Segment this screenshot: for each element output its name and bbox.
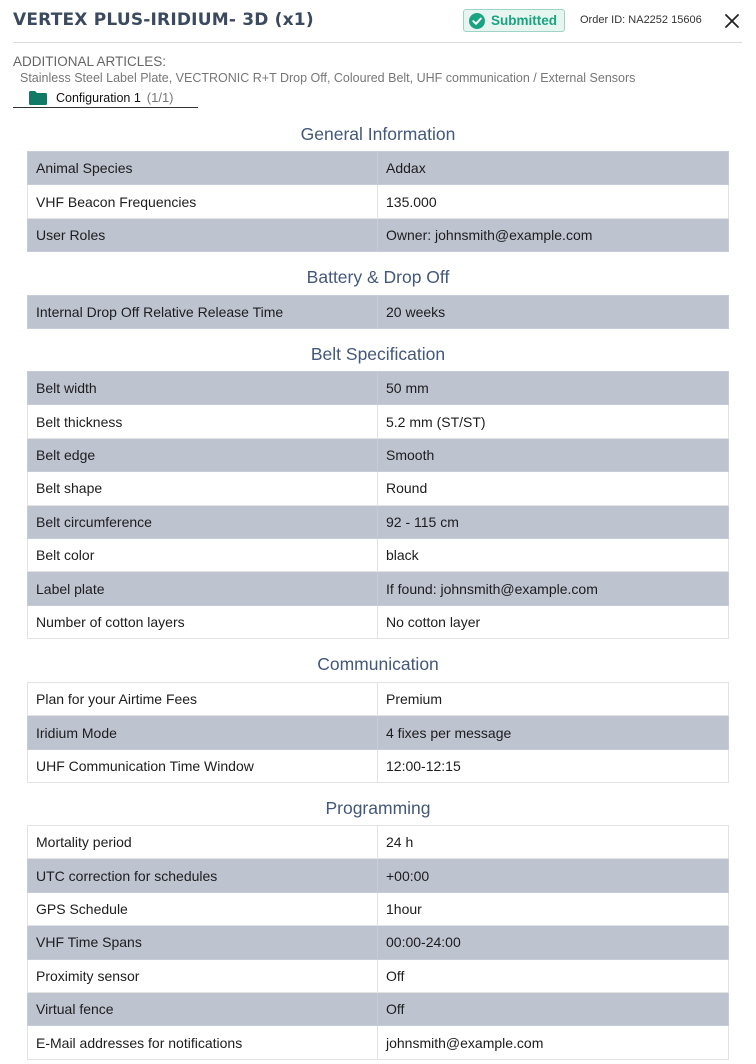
row-value: 4 fixes per message: [378, 716, 729, 749]
belt-specification-table: [27, 371, 729, 639]
section-title-programming: Programming: [325, 798, 431, 818]
product-title: VERTEX PLUS-IRIDIUM- 3D (x1): [13, 10, 314, 30]
section-title-battery-drop-off: Battery & Drop Off: [306, 267, 450, 287]
row-label: Mortality period: [28, 826, 378, 859]
table-row: [28, 438, 729, 471]
check-circle-icon: [469, 13, 485, 29]
row-value: If found: johnsmith@example.com: [378, 572, 729, 605]
table-row: [28, 959, 729, 992]
battery-drop-off-table: [27, 295, 729, 329]
table-row: [28, 505, 729, 538]
row-label: E-Mail addresses for notifications: [28, 1026, 378, 1059]
table-row: [28, 716, 729, 749]
table-row: [28, 1026, 729, 1059]
row-value: Addax: [378, 152, 729, 185]
table-row: [28, 892, 729, 925]
row-label: Belt thickness: [28, 405, 378, 438]
row-label: VHF Beacon Frequencies: [28, 185, 378, 218]
row-value: 1hour: [378, 892, 729, 925]
row-value: 12:00-12:15: [378, 749, 729, 782]
row-value: 00:00-24:00: [378, 926, 729, 959]
table-row: [28, 152, 729, 185]
row-label: Iridium Mode: [28, 716, 378, 749]
table-row: [28, 926, 729, 959]
row-label: User Roles: [28, 218, 378, 251]
row-label: Plan for your Airtime Fees: [28, 683, 378, 716]
dialog-header: [0, 0, 756, 44]
table-row: [28, 372, 729, 405]
section-title-communication: Communication: [317, 654, 439, 674]
table-row: [28, 538, 729, 571]
table-row: [28, 749, 729, 782]
header-divider: [13, 42, 742, 43]
table-row: [28, 572, 729, 605]
row-value: +00:00: [378, 859, 729, 892]
row-label: Internal Drop Off Relative Release Time: [28, 296, 378, 329]
section-title-general-information: General Information: [300, 124, 456, 144]
row-value: Round: [378, 472, 729, 505]
row-label: Belt color: [28, 538, 378, 571]
row-label: Belt circumference: [28, 505, 378, 538]
row-label: Animal Species: [28, 152, 378, 185]
row-value: No cotton layer: [378, 605, 729, 638]
status-label: Submitted: [491, 13, 557, 28]
table-row: [28, 405, 729, 438]
table-row: [28, 218, 729, 251]
row-label: Virtual fence: [28, 992, 378, 1025]
row-label: Belt edge: [28, 438, 378, 471]
status-badge: [463, 9, 565, 32]
folder-icon: [29, 91, 47, 105]
programming-table: [27, 825, 729, 1060]
row-label: GPS Schedule: [28, 892, 378, 925]
additional-articles-list: Stainless Steel Label Plate, VECTRONIC R+T Drop Off, Coloured Belt, UHF communication / External Sensors: [20, 71, 636, 85]
section-title-belt-specification: Belt Specification: [310, 344, 446, 364]
configuration-label: Configuration 1: [56, 90, 141, 105]
row-value: 50 mm: [378, 372, 729, 405]
row-value: Owner: johnsmith@example.com: [378, 218, 729, 251]
row-label: Label plate: [28, 572, 378, 605]
communication-table: [27, 682, 729, 783]
table-row: [28, 683, 729, 716]
row-label: Number of cotton layers: [28, 605, 378, 638]
table-row: [28, 992, 729, 1025]
row-value: 92 - 115 cm: [378, 505, 729, 538]
row-value: black: [378, 538, 729, 571]
row-label: Belt width: [28, 372, 378, 405]
table-row: [28, 185, 729, 218]
close-icon[interactable]: [724, 13, 740, 29]
row-value: Off: [378, 992, 729, 1025]
general-information-table: [27, 151, 729, 252]
row-value: 5.2 mm (ST/ST): [378, 405, 729, 438]
row-label: UTC correction for schedules: [28, 859, 378, 892]
tab-configuration[interactable]: [13, 88, 198, 108]
table-row: [28, 859, 729, 892]
table-row: [28, 605, 729, 638]
row-label: Proximity sensor: [28, 959, 378, 992]
additional-articles-label: ADDITIONAL ARTICLES:: [13, 54, 167, 69]
table-row: [28, 472, 729, 505]
row-value: Off: [378, 959, 729, 992]
row-value: 24 h: [378, 826, 729, 859]
row-label: Belt shape: [28, 472, 378, 505]
table-row: [28, 296, 729, 329]
row-value: johnsmith@example.com: [378, 1026, 729, 1059]
table-row: [28, 826, 729, 859]
configuration-count: (1/1): [146, 90, 174, 105]
row-value: 20 weeks: [378, 296, 729, 329]
row-value: 135.000: [378, 185, 729, 218]
order-id: Order ID: NA2252 15606: [580, 14, 702, 26]
row-label: UHF Communication Time Window: [28, 749, 378, 782]
row-value: Smooth: [378, 438, 729, 471]
row-value: Premium: [378, 683, 729, 716]
row-label: VHF Time Spans: [28, 926, 378, 959]
